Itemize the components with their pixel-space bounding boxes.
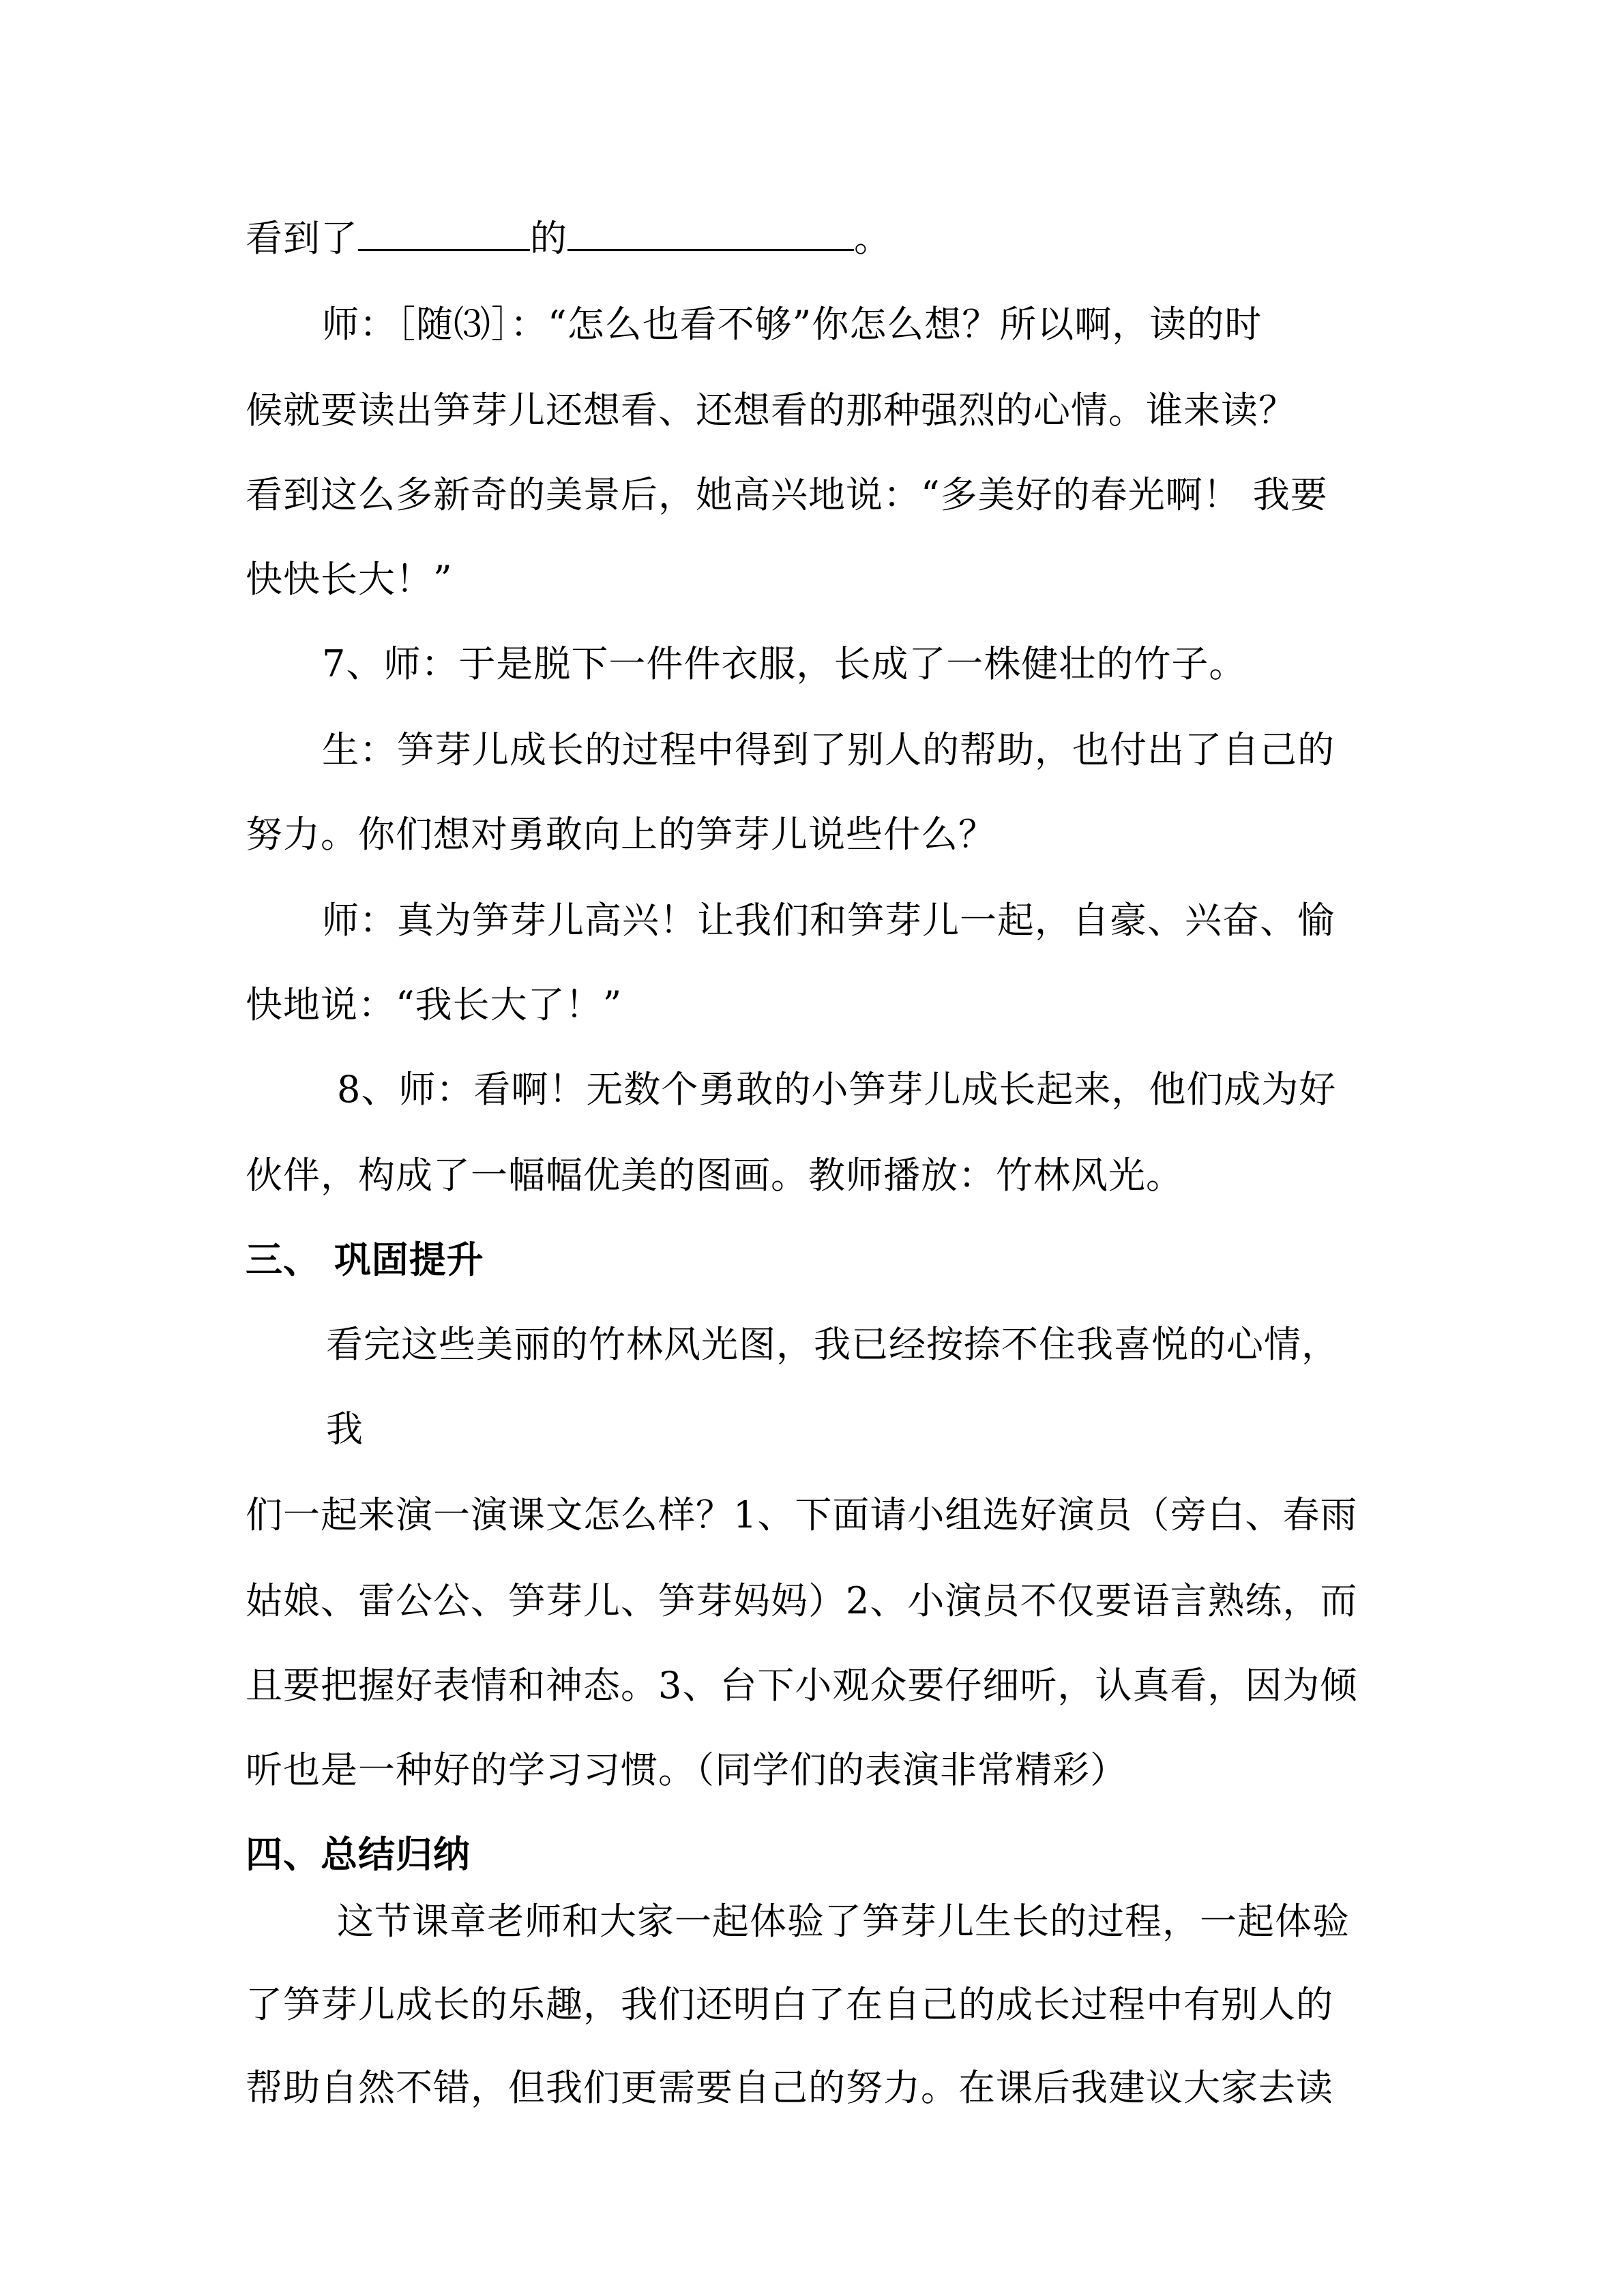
text-line: 这节课章老师和大家一起体验了笋芽儿生长的过程，一起体验 bbox=[337, 1900, 1350, 1943]
text-line: 7、师：于是脱下一件件衣服，长成了一株健壮的竹子。 bbox=[322, 642, 1247, 685]
text-line: 生：笋芽儿成长的过程中得到了别人的帮助，也付出了自己的 bbox=[322, 728, 1335, 771]
text-line: 我 bbox=[326, 1407, 364, 1450]
text-line: 8、师：看啊！无数个勇敢的小笋芽儿成长起来，他们成为好 bbox=[337, 1068, 1337, 1111]
fill-in-blank bbox=[358, 218, 530, 251]
text-segment: 看到了 bbox=[246, 217, 358, 260]
text-line: 帮助自然不错，但我们更需要自己的努力。在课后我建议大家去读 bbox=[246, 2066, 1333, 2109]
text-line: 伙伴，构成了一幅幅优美的图画。教师播放：竹林风光。 bbox=[246, 1154, 1183, 1197]
text-line: 了笋芽儿成长的乐趣，我们还明白了在自己的成长过程中有别人的 bbox=[246, 1983, 1333, 2026]
section-heading: 三、 巩固提升 bbox=[246, 1238, 484, 1281]
text-line: 努力。你们想对勇敢向上的笋芽儿说些什么？ bbox=[246, 813, 996, 856]
text-line: 看到这么多新奇的美景后，她高兴地说：“多美好的春光啊！ 我要 bbox=[246, 473, 1328, 516]
section-heading: 四、总结归纳 bbox=[246, 1833, 471, 1876]
text-line: 听也是一种好的学习习惯。（同学们的表演非常精彩） bbox=[246, 1748, 1127, 1791]
text-line: 候就要读出笋芽儿还想看、还想看的那种强烈的心情。谁来读？ bbox=[246, 389, 1296, 432]
text-line: 师：真为笋芽儿高兴！让我们和笋芽儿一起，自豪、兴奋、愉 bbox=[322, 899, 1335, 942]
text-line: 师：［随⑶］：“怎么也看不够”你怎么想？所以啊，读的时 bbox=[322, 303, 1263, 346]
text-line: 且要把握好表情和神态。3、台下小观众要仔细听，认真看，因为倾 bbox=[246, 1664, 1358, 1707]
text-line bbox=[246, 217, 891, 260]
text-line: 快快长大！” bbox=[246, 558, 453, 601]
text-line: 们一起来演一演课文怎么样？1、下面请小组选好演员（旁白、春雨 bbox=[246, 1493, 1358, 1536]
fill-in-blank bbox=[567, 218, 854, 251]
text-segment: 。 bbox=[854, 217, 891, 260]
text-line: 快地说：“我长大了！” bbox=[246, 983, 623, 1026]
text-line: 姑娘、雷公公、笋芽儿、笋芽妈妈）2、小演员不仅要语言熟练，而 bbox=[246, 1579, 1358, 1622]
text-line: 看完这些美丽的竹林风光图，我已经按捺不住我喜悦的心情， bbox=[326, 1323, 1339, 1366]
text-segment: 的 bbox=[530, 217, 567, 260]
